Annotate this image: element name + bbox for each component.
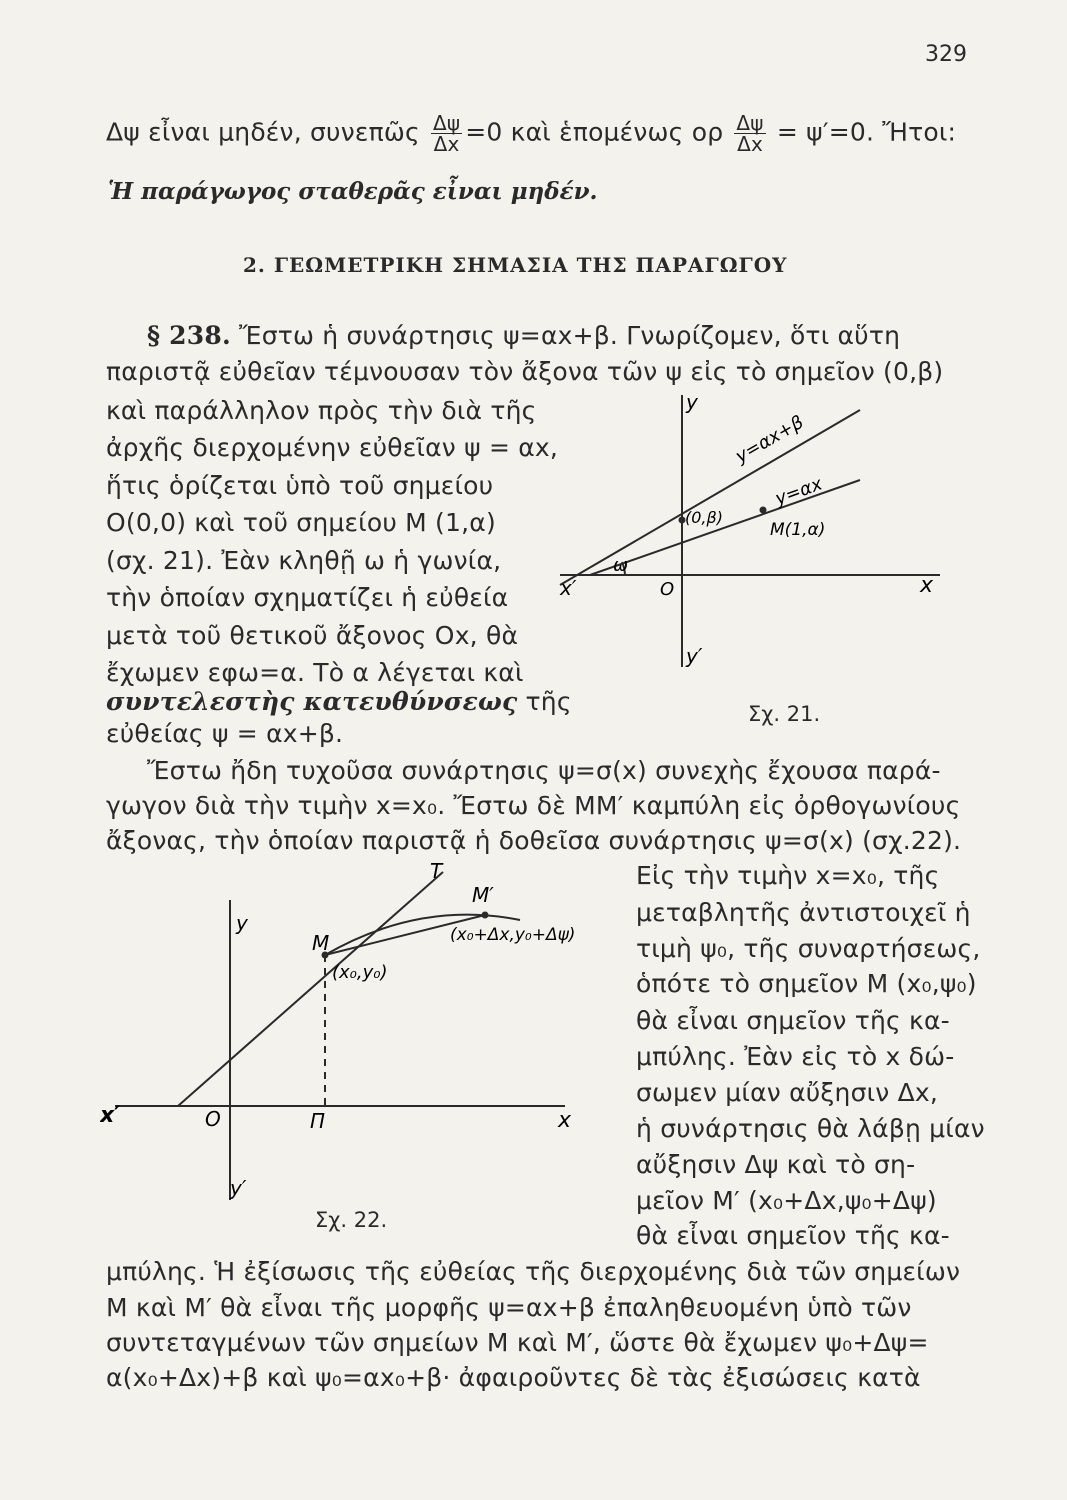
- section-number: § 238.: [147, 321, 231, 350]
- fig21-label-origin: O: [660, 579, 675, 600]
- para2-r9: αὔξησιν Δψ καὶ τὸ ση-: [636, 1150, 916, 1179]
- para238-line8: τὴν ὁποίαν σχηματίζει ἡ εὐθεία: [106, 583, 509, 612]
- para2-r2: μεταβλητῆς ἀντιστοιχεῖ ἡ: [636, 898, 971, 927]
- para2-line3: ἄξονας, τὴν ὁποίαν παριστᾷ ἡ δοθεῖσα συνάρτησις ψ=σ(x) (σχ.22).: [106, 826, 962, 855]
- para3-line4: α(x₀+Δx)+β καὶ ψ₀=αx₀+β· ἀφαιροῦντες δὲ τὰς ἐξισώσεις κατὰ: [106, 1363, 921, 1392]
- fig21-point-m: [760, 507, 767, 514]
- para2-r11: θὰ εἶναι σημεῖον τῆς κα-: [636, 1221, 950, 1250]
- section-title: 2. ΓΕΩΜΕΤΡΙΚΗ ΣΗΜΑΣΙΑ ΤΗΣ ΠΑΡΑΓΩΓΟΥ: [243, 253, 788, 277]
- fig22-label-tangent: T: [430, 860, 443, 883]
- fig22-label-y: y: [236, 911, 248, 935]
- fig22-caption: Σχ. 22.: [315, 1208, 388, 1232]
- intro-text-a: Δψ εἶναι μηδέν, συνεπῶς: [106, 117, 420, 147]
- para238-line1: [147, 320, 900, 352]
- para2-r8: ἡ συνάρτησις θὰ λάβῃ μίαν: [636, 1114, 985, 1143]
- intro-text-b: =0 καὶ ἑπομένως ορ: [465, 117, 724, 147]
- para2-line1: Ἔστω ἤδη τυχοῦσα συνάρτησις ψ=σ(x) συνεχὴς ἔχουσα παρά-: [147, 756, 941, 785]
- fraction-2: [734, 113, 765, 154]
- para3-line1: μπύλης. Ἡ ἐξίσωσις τῆς εὐθείας τῆς διερχομένης διὰ τῶν σημείων: [106, 1257, 961, 1286]
- fig22-label-x-neg: x′: [100, 1103, 120, 1128]
- theorem-statement: Ἡ παράγωγος σταθερᾶς εἶναι μηδέν.: [108, 178, 598, 205]
- para2-line2: γωγον διὰ τὴν τιμὴν x=x₀. Ἔστω δὲ ΜΜ′ καμπύλη εἰς ὀρθογωνίους: [106, 791, 961, 820]
- para238-line11: [106, 686, 572, 718]
- fraction-2-den: Δx: [737, 132, 764, 156]
- para3-line3: συντεταγμένων τῶν σημείων Μ καὶ Μ′, ὥστε θὰ ἔχωμεν ψ₀+Δψ=: [106, 1328, 929, 1357]
- fig21-label-x: x: [920, 573, 934, 598]
- fig22-label-m-prime-coords: (x₀+Δx,y₀+Δψ): [450, 925, 576, 945]
- para238-line11-rest: τῆς: [517, 687, 572, 716]
- para238-line12: εὐθείας ψ = αx+β.: [106, 719, 344, 748]
- para238-line1-text: Ἔστω ἡ συνάρτησις ψ=αx+β. Γνωρίζομεν, ὅτι αὕτη: [239, 321, 901, 350]
- para238-line3: καὶ παράλληλον πρὸς τὴν διὰ τῆς: [106, 396, 537, 425]
- fig22-label-pi: Π: [310, 1109, 326, 1133]
- para238-line10: ἔχωμεν εφω=α. Τὸ α λέγεται καὶ: [106, 658, 524, 687]
- fig21-label-omega: ω: [613, 555, 629, 576]
- para2-r3: τιμὴ ψ₀, τῆς συναρτήσεως,: [636, 934, 981, 963]
- fraction-2-num: Δψ: [736, 111, 764, 135]
- para238-line2: παριστᾷ εὐθεῖαν τέμνουσαν τὸν ἄξονα τῶν ψ εἰς τὸ σημεῖον (0,β): [106, 357, 944, 386]
- para238-line5: ἥτις ὁρίζεται ὑπὸ τοῦ σημείου: [106, 471, 494, 500]
- para238-line7: (σχ. 21). Ἐὰν κληθῇ ω ἡ γωνία,: [106, 546, 502, 575]
- fig22-tangent-line: [178, 872, 443, 1106]
- fig22-label-m-prime: M′: [472, 883, 494, 907]
- para2-r10: μεῖον Μ′ (x₀+Δx,ψ₀+Δψ): [636, 1186, 937, 1215]
- fig21-line-ax-plus-b: [560, 410, 860, 585]
- para238-line6: Ο(0,0) καὶ τοῦ σημείου Μ (1,α): [106, 508, 496, 537]
- fraction-1-num: Δψ: [433, 111, 461, 135]
- fig21-label-m: M(1,α): [770, 520, 826, 540]
- fig21-label-line2: y=αx: [772, 473, 826, 510]
- para2-r4: ὁπότε τὸ σημεῖον Μ (x₀,ψ₀): [636, 969, 977, 998]
- fig21-label-y-neg: y′: [686, 644, 703, 668]
- fig21-label-line1: y=αx+β: [732, 411, 808, 468]
- fig22-label-m-coords: (x₀,y₀): [332, 962, 388, 983]
- fig22-label-y-neg: y′: [230, 1176, 247, 1200]
- fig22-label-x: x: [558, 1108, 572, 1133]
- para2-r1: Εἰς τὴν τιμὴν x=x₀, τῆς: [636, 861, 940, 890]
- para238-line4: ἀρχῆς διερχομένην εὐθεῖαν ψ = αx,: [106, 433, 559, 462]
- fig22-point-m-prime: [482, 912, 489, 919]
- fig21-label-0b: (0,β): [685, 508, 723, 527]
- para2-r6: μπύλης. Ἐὰν εἰς τὸ x δώ-: [636, 1042, 955, 1071]
- fraction-1: [431, 113, 462, 154]
- para3-line2: Μ καὶ Μ′ θὰ εἶναι τῆς μορφῆς ψ=αx+β ἐπαληθευομένη ὑπὸ τῶν: [106, 1293, 912, 1322]
- page-number: 329: [925, 42, 967, 67]
- fig21-label-y: y: [686, 390, 698, 414]
- intro-text-c: = ψ′=0. Ἤτοι:: [776, 117, 957, 147]
- figure-22: [100, 860, 600, 1210]
- fig21-label-x-neg: x′: [560, 576, 577, 600]
- fraction-1-den: Δx: [433, 132, 460, 156]
- para2-r5: θὰ εἶναι σημεῖον τῆς κα-: [636, 1006, 950, 1035]
- para2-r7: σωμεν μίαν αὔξησιν Δx,: [636, 1078, 939, 1107]
- term-direction-coefficient: συντελεστὴς κατευθύνσεως: [106, 687, 518, 716]
- fig22-label-m: M: [312, 931, 330, 955]
- para238-line9: μετὰ τοῦ θετικοῦ ἄξονος Ox, θὰ: [106, 621, 519, 650]
- fig21-caption: Σχ. 21.: [748, 702, 821, 726]
- figure-21: [530, 385, 980, 685]
- fig22-label-origin: O: [205, 1107, 221, 1131]
- intro-line: [106, 113, 956, 154]
